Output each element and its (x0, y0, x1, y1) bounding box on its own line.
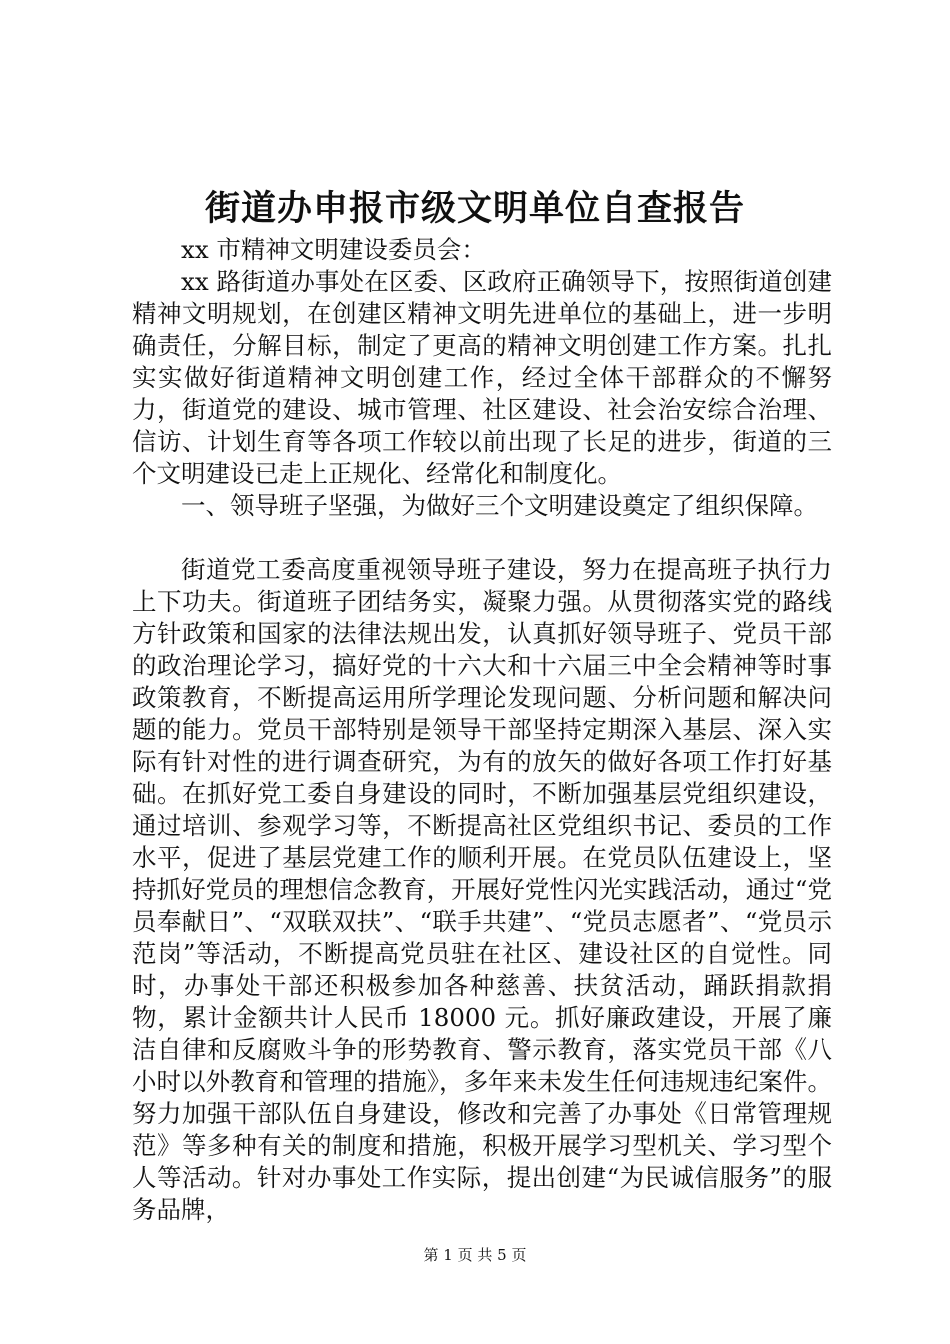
section-heading-1: 一、领导班子坚强，为做好三个文明建设奠定了组织保障。 (181, 491, 818, 520)
document-title: 街道办申报市级文明单位自查报告 (204, 188, 745, 229)
paragraph-intro: xx 路街道办事处在区委、区政府正确领导下，按照街道创建精神文明规划，在创建区精神文明先进单位的基础上，进一步明确责任，分解目标，制定了更高的精神文明创建工作方案。扎扎实实做好街道精神文明创建工作，经过全体干部群众的不懈努力，街道党的建设、城市管理、社区建设、社会治安综合治理、信访、计划生育等各项工作较以前出现了长足的进步，街道的三个文明建设已走上正规化、经常化和制度化。 (132, 267, 832, 488)
document-body (132, 234, 832, 1226)
salutation: xx 市精神文明建设委员会： (181, 235, 486, 264)
page-footer: 第 1 页 共 5 页 (423, 1246, 527, 1264)
paragraph-section-1: 街道党工委高度重视领导班子建设，努力在提高班子执行力上下功夫。街道班子团结务实，凝聚力强。从贯彻落实党的路线方针政策和国家的法律法规出发，认真抓好领导班子、党员干部的政治理论学习，搞好党的十六大和十六届三中全会精神等时事政策教育，不断提高运用所学理论发现问题、分析问题和解决问题的能力。党员干部特别是领导干部坚持定期深入基层、深入实际有针对性的进行调查研究，为有的放矢的做好各项工作打好基础。在抓好党工委自身建设的同时，不断加强基层党组织建设，通过培训、参观学习等，不断提高社区党组织书记、委员的工作水平，促进了基层党建工作的顺利开展。在党员队伍建设上，坚持抓好党员的理想信念教育，开展好党性闪光实践活动，通过“党员奉献日”、“双联双扶”、“联手共建”、“党员志愿者”、“党员示范岗”等活动，不断提高党员驻在社区、建设社区的自觉性。同时，办事处干部还积极参加各种慈善、扶贫活动，踊跃捐款捐物，累计金额共计人民币 18000 元。抓好廉政建设，开展了廉洁自律和反腐败斗争的形势教育、警示教育，落实党员干部《八小时以外教育和管理的措施》，多年来未发生任何违规违纪案件。努力加强干部队伍自身建设，修改和完善了办事处《日常管理规范》等多种有关的制度和措施，积极开展学习型机关、学习型个人等活动。针对办事处工作实际，提出创建“为民诚信服务”的服务品牌， (132, 555, 832, 1224)
